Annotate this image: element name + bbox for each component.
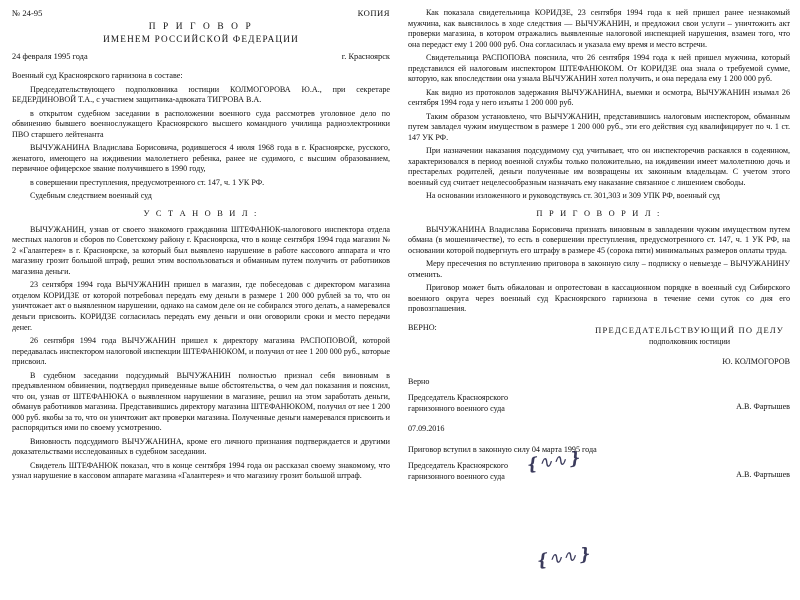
paragraph-facts-1: ВЫЧУЖАНИН, узнав от своего знакомого гражданина ШТЕФАНЮК-налогового инспектора отдела местных налогов и сборов по Советскому району г. Красноярска, что в конце сентября 1994 года магазин № 2 «Галантерея» в г. Красноярске, за который был выявлено нарушение в работе кассового аппарата и что магазину грозит большой штраф, решил этим воспользоваться и обманным путем получить от работников магазина деньги. [12,224,390,276]
paragraph-confession: В судебном заседании подсудимый ВЫЧУЖАНИН полностью признал себя виновным в предъявленном обвинении, подтвердил приведенные выше обстоятельства, о чем дал показания и пояснил, что он, узнав от ШТЕФАНЮКА о выявленном нарушении в магазине, решил на этом заработать деньги, обманув работников магазина. Представившись директору магазина ШТЕФАНЮКОМ, получил от нее 1 200 000 руб. якобы за то, что он уничтожит акт проверки магазина. Полученные деньги намеревался присвоить и распорядиться ими по своему усмотрению. [12,370,390,433]
two-column-layout [12,8,790,594]
verno-label: ВЕРНО: [408,322,437,332]
left-column [12,8,390,594]
heading-prigovoril: П Р И Г О В О Р И Л : [536,208,662,218]
document-date: 24 февраля 1995 года [12,52,88,62]
document-number: № 24-95 [12,8,43,18]
presiding-rank: подполковник юстиции [649,336,731,346]
presiding-name: Ю. КОЛМОГОРОВ [722,357,790,367]
court-chair-line-2: гарнизонного военного суда [408,403,505,413]
verno-presiding-row [408,323,790,348]
court-signature-row-2 [408,461,790,482]
document-header [12,8,390,19]
verno-second-label: Верно [408,376,430,386]
paragraph-witness-shtefanyuk: Свидетель ШТЕФАНЮК показал, что в конце сентября 1994 года он рассказал своему знакомому, что узнал нарушение в кассовом аппарате магазина «Галантерея» и что магазину грозит большой штраф. [12,460,390,481]
court-chair-line-3: Председатель Красноярского [408,461,509,471]
paragraph-investigation: Судебным следствием военный суд [30,191,152,201]
handwritten-signature-2: ❴∿∿❵ [532,544,592,571]
right-column [408,8,790,594]
signer-name-2: А.В. Фартышев [736,470,790,480]
paragraph-appeal: Приговор может быть обжалован и опротестован в кассационном порядке в военный суд Сибирского военного округа через военный суд Красноярского гарнизона в течение семи суток со дня его провозглашения. [408,283,790,314]
signature-block [408,323,790,483]
document-subtitle: ИМЕНЕМ РОССИЙСКОЙ ФЕДЕРАЦИИ [103,34,299,45]
paragraph-sentencing-factors: При назначении наказания подсудимому суд учитывает, что он инспекторечив раскаялся в содеянном, характеризовался в период военной службы только положительно, на иждивении имеет малолетнюю дочь и престарелых родителей, деньги полученные им возвращены их законным владельцам. С учетом этого военный суд считает нецелесообразным назначать ему наказание связанное с лишением свободы. [408,146,790,187]
court-signature-row-1 [408,393,790,414]
heading-ustanovil: У С Т А Н О В И Л : [143,208,259,218]
paragraph-presiding: Председательствующего подполковника юстиции КОЛМОГОРОВА Ю.А., при секретаре БЕДЕРДИНОВОЙ Т.А., с участием защитника-адвоката ТИГРОВА В.А. [12,84,390,105]
paragraph-qualification: Таким образом установлено, что ВЫЧУЖАНИН, представившись налоговым инспектором, обманным путем завладел чужим имуществом в размере 1 200 000 руб., эти его действия суд квалифицирует по ч. 1 ст. 147 УК РФ. [408,111,790,142]
paragraph-defendant-details: ВЫЧУЖАНИНА Владислава Борисовича, родившегося 4 июля 1968 года в г. Красноярске, русского, женатого, имеющего на иждивении малолетнего ребенка, ранее не судимого, с высшим образованием, первичное офицерское звание получившего в 1990 году, [12,143,390,174]
title-block [12,21,390,46]
copy-mark: КОПИЯ [357,8,390,18]
handwritten-signature-1: ❴∿∿❵ [522,448,582,475]
paragraph-verdict: ВЫЧУЖАНИНА Владислава Борисовича признать виновным в завладении чужим имуществом путем обмана (в мошенничестве), то есть в совершении преступления, предусмотренного ст. 147, ч. 1 УК РФ, на основании которой подвергнуть его штрафу в размере 45 (сорока пяти) минимальных размеров оплаты труда. [408,224,790,255]
paragraph-seizure-protocol: Как видно из протоколов задержания ВЫЧУЖАНИНА, выемки и осмотра, ВЫЧУЖАНИН изымал 26 сентября 1994 года у него изъяты 1 200 000 руб. [408,87,790,108]
paragraph-guilt-evidence: Виновность подсудимого ВЫЧУЖАНИНА, кроме его личного признания подтверждается и другими доказательствами исследованных в судебном заседании. [12,436,390,457]
force-note: Приговор вступил в законную силу 04 марта 1995 года [408,444,597,454]
paragraph-facts-3: 26 сентября 1994 года ВЫЧУЖАНИН пришел к директору магазина РАСПОПОВОЙ, которой передавалась инспектором налоговой инспекции ШТЕФАНЮКОМ, и получил от нее 1 200 000 руб., которые присвоил. [12,336,390,367]
paragraph-charge: в совершении преступления, предусмотренного ст. 147, ч. 1 УК РФ. [30,177,265,187]
paragraph-facts-2: 23 сентября 1994 года ВЫЧУЖАНИН пришел в магазин, где побеседовав с директором магазина отделом КОРИДЗЕ от которой потребовал передать ему деньги в размере 1 200 000 рублей за то, что он уничтожает акт о выявленном нарушении, однако на самом деле он не собирался этого делать, а намеревался деньги присвоить. КОРИДЗЕ согласилась передать ему деньги и они оговорили сроки и место передачи денег. [12,280,390,332]
paragraph-court-composition: Военный суд Красноярского гарнизона в составе: [12,71,183,81]
presiding-title: ПРЕДСЕДАТЕЛЬСТВУЮЩИЙ ПО ДЕЛУ [595,324,785,335]
paragraph-legal-basis: На основании изложенного и руководствуясь ст. 301,303 и 309 УПК РФ, военный суд [426,191,720,201]
court-chair-lines-1 [408,393,593,414]
date-stamp: 07.09.2016 [408,424,445,434]
paragraph-witness-koridze: Как показала свидетельница КОРИДЗЕ, 23 сентября 1994 года к ней пришел ранее незнакомый мужчина, как выяснилось в ходе следствия — ВЫЧУЖАНИН, и предложил свои услуги – уничтожить акт проверки магазина, в котором отражались выявленные налоговой инспекцией нарушения, взамен того, что она передаст ему 1 200 000 руб. Она согласилась и указала ему время и место встречи. [408,8,790,49]
court-chair-line-1: Председатель Красноярского [408,393,509,403]
paragraph-hearing: в открытом судебном заседании в расположении военного суда рассмотрев уголовное дело по обвинению бывшего военнослужащего Красноярского высшего командного училища радиоэлектроники ПВО старшего лейтенанта [12,108,390,139]
paragraph-witness-raspopova: Свидетельница РАСПОПОВА пояснила, что 26 сентября 1994 года к ней пришел мужчина, который представился ей налоговым инспектором ШТЕФАНЮКОМ. От КОРИДЗЕ она знала о требуемой сумме, которую, как впоследствии она узнала ВЫЧУЖАНИН хотел получить, и она передала ему 1 200 000 руб. [408,53,790,84]
court-chair-lines-2 [408,461,593,482]
signer-name-1: А.В. Фартышев [736,402,790,412]
document-city: г. Красноярск [341,52,390,62]
date-city-row [12,52,390,63]
document-title: П Р И Г О В О Р [148,22,254,33]
paragraph-restraint-measure: Меру пресечения по вступлению приговора в законную силу – подписку о невыезде – ВЫЧУЖАНИНУ отменить. [408,259,790,279]
court-chair-line-4: гарнизонного военного суда [408,471,505,481]
